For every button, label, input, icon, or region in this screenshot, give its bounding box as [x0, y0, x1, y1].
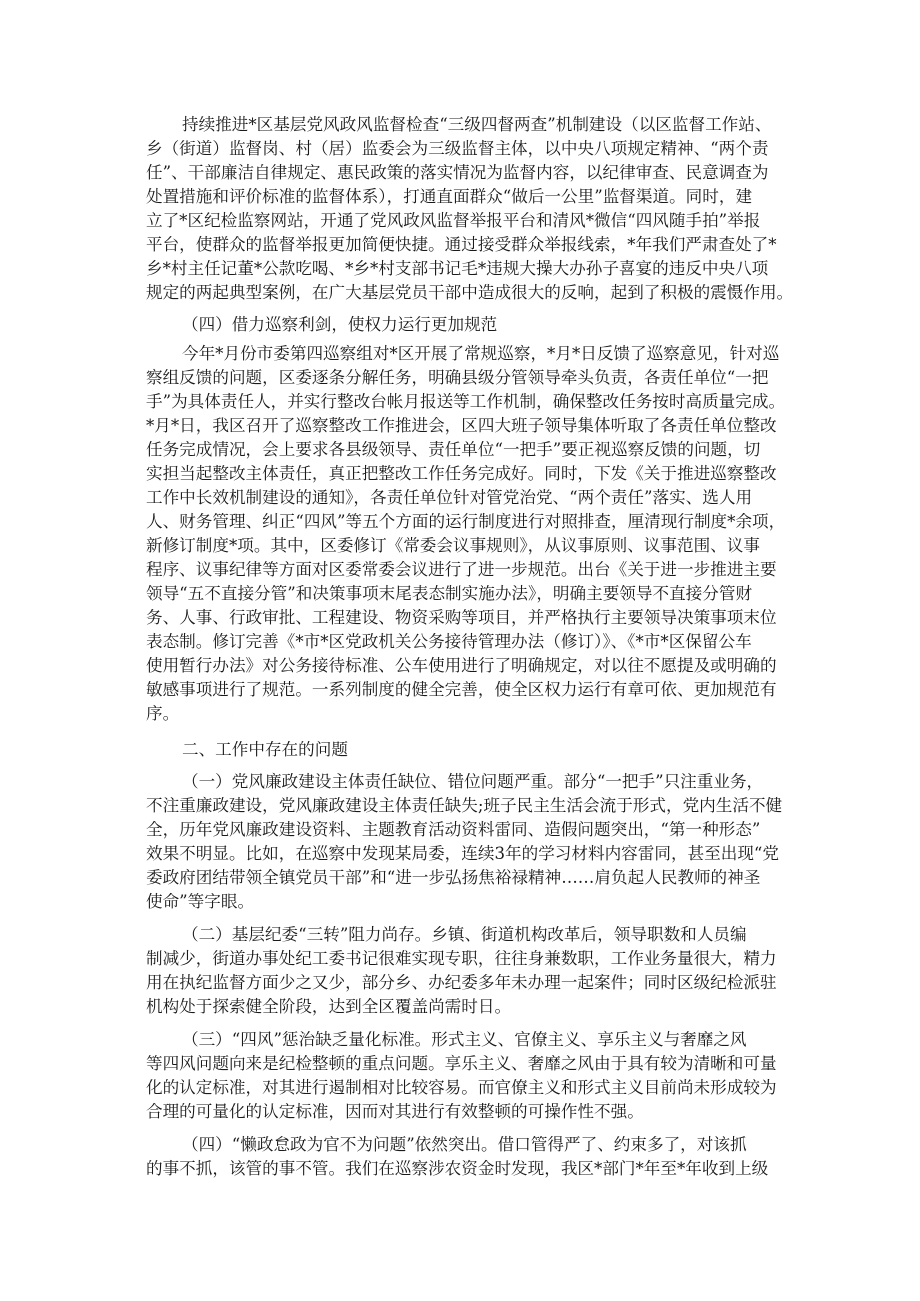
text-line: 乡*村主任记董*公款吃喝、*乡*村支部书记毛*违规大操大办孙子喜宴的违反中央八项: [146, 259, 769, 278]
text-line: 使用暂行办法》对公务接待标准、公车使用进行了明确规定，对以往不愿提及或明确的: [146, 656, 777, 675]
text-line: 工作中长效机制建设的通知》，各责任单位针对管党治党、“两个责任”落实、选人用: [146, 488, 753, 507]
text-line: 任”、干部廉洁自律规定、惠民政策的落实情况为监督内容，以纪律审查、民意调查为: [146, 163, 769, 182]
text-line: （四）“懒政怠政为官不为问题”依然突出。借口管得严了、约束多了，对该抓: [182, 1135, 747, 1154]
text-line: 使命”等字眼。: [146, 892, 255, 911]
text-line: 实担当起整改主体责任，真正把整改工作任务完成好。同时，下发《关于推进巡察整改: [146, 464, 777, 483]
section-heading-problems: 二、工作中存在的问题: [182, 740, 348, 759]
text-line: 机构处于探索健全阶段，达到全区覆盖尚需时日。: [146, 997, 512, 1016]
text-line: 全，历年党风廉政建设资料、主题教育活动资料雷同、造假问题突出，“第一种形态”: [146, 820, 761, 839]
text-line: 用在执纪监督方面少之又少，部分乡、办纪委多年未办理一起案件；同时区级纪检派驻: [146, 973, 777, 992]
text-line: 人、财务管理、纠正“四风”等五个方面的运行制度进行对照排查，厘清现行制度*余项，: [146, 512, 786, 531]
text-line: 手”为具体责任人，并实行整改台帐月报送等工作机制，确保整改任务按时高质量完成。: [146, 392, 786, 411]
text-line: 表态制。修订完善《*市*区党政机关公务接待管理办法（修订）》、《*市*区保留公车: [146, 632, 752, 651]
section-heading-4: （四）借力巡察利剑，使权力运行更加规范: [182, 315, 498, 334]
text-line: （一）党风廉政建设主体责任缺位、错位问题严重。部分“一把手”只注重业务，: [182, 772, 764, 791]
text-line: 效果不明显。比如，在巡察中发现某局委，连续3年的学习材料内容雷同，甚至出现“党: [146, 844, 780, 863]
text-line: 务、人事、行政审批、工程建设、物资采购等项目，并严格执行主要领导决策事项末位: [146, 608, 777, 627]
text-line: 处置措施和评价标准的监督体系），打通直面群众“做后一公里”监督渠道。同时，建: [146, 187, 753, 206]
text-line: 合理的可量化的认定标准，因而对其进行有效整顿的可操作性不强。: [146, 1102, 644, 1121]
text-line: 今年*月份市委第四巡察组对*区开展了常规巡察，*月*日反馈了巡察意见，针对巡: [182, 344, 780, 363]
text-line: 的事不抓，该管的事不管。我们在巡察涉农资金时发现，我区*部门*年至*年收到上级: [146, 1159, 769, 1178]
text-line: 新修订制度*项。其中，区委修订《常委会议事规则》，从议事原则、议事范围、议事: [146, 536, 760, 555]
text-line: 制减少，街道办事处纪工委书记很难实现专职，往往身兼数职，工作业务量很大，精力: [146, 949, 777, 968]
text-line: 任务完成情况，会上要求各县级领导、责任单位“一把手”要正视巡察反馈的问题，切: [146, 440, 761, 459]
text-line: 领导“五不直接分管”和决策事项末尾表态制实施办法》，明确主要领导不直接分管财: [146, 584, 753, 603]
text-line: 程序、议事纪律等方面对区委常委会议进行了进一步规范。出台《关于进一步推进主要: [146, 560, 777, 579]
text-line: 立了*区纪检监察网站，开通了党风政风监督举报平台和清风*微信“四风随手拍”举报: [146, 211, 761, 230]
text-line: 化的认定标准，对其进行遏制相对比较容易。而官僚主义和形式主义目前尚未形成较为: [146, 1078, 777, 1097]
text-line: 平台，使群众的监督举报更加简便快捷。通过接受群众举报线索，*年我们严肃查处了*: [146, 235, 777, 254]
text-line: 察组反馈的问题，区委逐条分解任务，明确县级分管领导牵头负责，各责任单位“一把: [146, 368, 769, 387]
text-line: 持续推进*区基层党风政风监督检查“三级四督两查”机制建设（以区监督工作站、: [182, 115, 772, 134]
text-line: 委政府团结带领全镇党员干部”和“进一步弘扬焦裕禄精神……肩负起人民教师的神圣: [146, 868, 761, 887]
text-line: （三）“四风”惩治缺乏量化标准。形式主义、官僚主义、享乐主义与奢靡之风: [182, 1030, 747, 1049]
text-line: 不注重廉政建设，党风廉政建设主体责任缺失;班子民主生活会流于形式，党内生活不健: [146, 796, 783, 815]
text-line: 敏感事项进行了规范。一系列制度的健全完善，使全区权力运行有章可依、更加规范有: [146, 680, 777, 699]
text-line: 等四风问题向来是纪检整顿的重点问题。享乐主义、奢靡之风由于具有较为清晰和可量: [146, 1054, 777, 1073]
text-line: *月*日，我区召开了巡察整改工作推进会，区四大班子领导集体听取了各责任单位整改: [146, 416, 777, 435]
text-line: 规定的两起典型案例，在广大基层党员干部中造成很大的反响，起到了积极的震慑作用。: [146, 283, 794, 302]
text-line: 乡（街道）监督岗、村（居）监委会为三级监督主体，以中央八项规定精神、“两个责: [146, 139, 769, 158]
text-line: （二）基层纪委“三转”阻力尚存。乡镇、街道机构改革后，领导职数和人员编: [182, 925, 747, 944]
text-line: 序。: [146, 704, 180, 723]
